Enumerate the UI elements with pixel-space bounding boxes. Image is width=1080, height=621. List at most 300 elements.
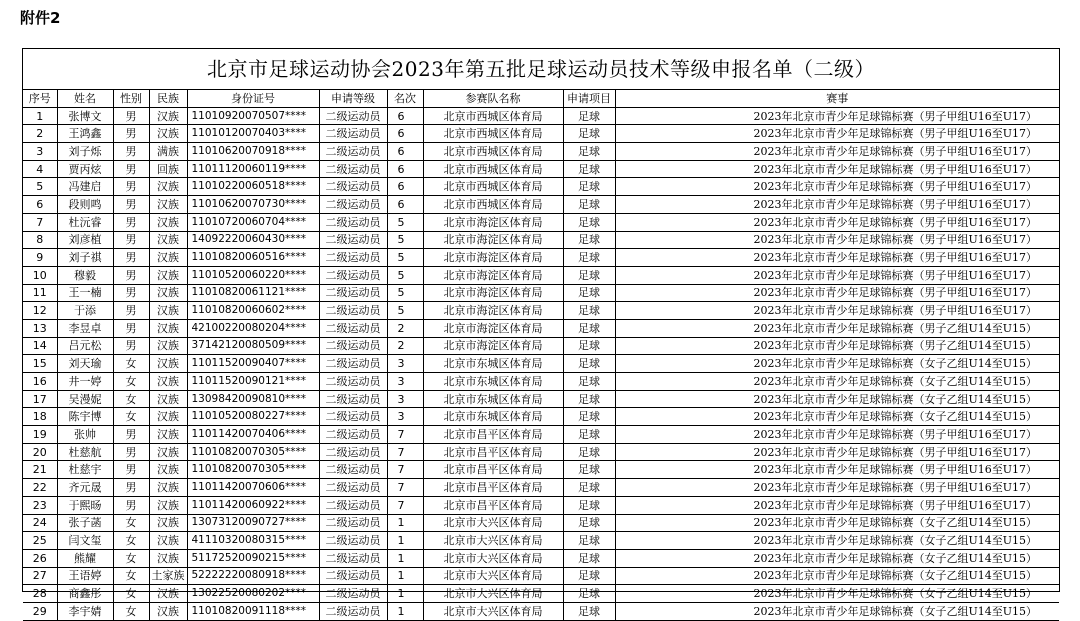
cell-name: 闫文玺 [57,532,113,550]
cell-id-number: 11010820060516**** [187,249,319,267]
cell-team: 北京市昌平区体育局 [423,479,563,497]
cell-team: 北京市昌平区体育局 [423,496,563,514]
cell-event: 2023年北京市青少年足球锦标赛（男子甲组U16至U17） [615,461,1059,479]
cell-name: 于熙旸 [57,496,113,514]
table-row [23,266,1059,284]
cell-team: 北京市东城区体育局 [423,408,563,426]
cell-team: 北京市海淀区体育局 [423,337,563,355]
header-cell: 申请等级 [319,90,387,107]
cell-id-number: 11010820091118**** [187,602,319,620]
cell-level: 二级运动员 [319,319,387,337]
header-cell: 名次 [387,90,423,107]
cell-id-number: 11010620070730**** [187,196,319,214]
cell-name: 杜沅睿 [57,213,113,231]
cell-sport: 足球 [563,373,615,391]
cell-index: 2 [23,125,57,143]
cell-sport: 足球 [563,213,615,231]
cell-rank: 5 [387,302,423,320]
table-row [23,284,1059,302]
table-row [23,178,1059,196]
cell-level: 二级运动员 [319,585,387,603]
table-row [23,585,1059,603]
cell-ethnicity: 汉族 [149,178,187,196]
cell-level: 二级运动员 [319,355,387,373]
cell-index: 23 [23,496,57,514]
cell-gender: 女 [113,514,149,532]
cell-name: 穆毅 [57,266,113,284]
cell-ethnicity: 汉族 [149,231,187,249]
cell-index: 17 [23,390,57,408]
cell-team: 北京市西城区体育局 [423,107,563,125]
cell-id-number: 13098420090810**** [187,390,319,408]
cell-level: 二级运动员 [319,461,387,479]
cell-name: 张子菡 [57,514,113,532]
cell-ethnicity: 汉族 [149,266,187,284]
cell-ethnicity: 汉族 [149,479,187,497]
cell-rank: 6 [387,196,423,214]
roster-sheet [22,48,1060,618]
cell-event: 2023年北京市青少年足球锦标赛（女子乙组U14至U15） [615,532,1059,550]
cell-gender: 女 [113,549,149,567]
header-cell: 申请项目 [563,90,615,107]
attachment-label: 附件2 [20,9,61,27]
cell-event: 2023年北京市青少年足球锦标赛（女子乙组U14至U15） [615,585,1059,603]
cell-team: 北京市海淀区体育局 [423,249,563,267]
cell-rank: 5 [387,284,423,302]
cell-team: 北京市大兴区体育局 [423,514,563,532]
cell-index: 26 [23,549,57,567]
cell-id-number: 13073120090727**** [187,514,319,532]
cell-name: 王一楠 [57,284,113,302]
header-cell: 姓名 [57,90,113,107]
cell-name: 刘子烁 [57,143,113,161]
cell-event: 2023年北京市青少年足球锦标赛（男子甲组U16至U17） [615,231,1059,249]
cell-rank: 1 [387,567,423,585]
cell-id-number: 11011420060922**** [187,496,319,514]
cell-gender: 男 [113,479,149,497]
cell-level: 二级运动员 [319,302,387,320]
cell-team: 北京市大兴区体育局 [423,532,563,550]
cell-index: 12 [23,302,57,320]
cell-team: 北京市西城区体育局 [423,196,563,214]
header-cell: 参赛队名称 [423,90,563,107]
cell-sport: 足球 [563,266,615,284]
table-row [23,426,1059,444]
cell-rank: 7 [387,479,423,497]
cell-index: 10 [23,266,57,284]
cell-index: 25 [23,532,57,550]
cell-team: 北京市海淀区体育局 [423,213,563,231]
cell-name: 刘彦植 [57,231,113,249]
cell-sport: 足球 [563,532,615,550]
cell-id-number: 11010520060220**** [187,266,319,284]
cell-sport: 足球 [563,107,615,125]
cell-event: 2023年北京市青少年足球锦标赛（女子乙组U14至U15） [615,549,1059,567]
cell-ethnicity: 汉族 [149,373,187,391]
cell-id-number: 11010120070403**** [187,125,319,143]
cell-event: 2023年北京市青少年足球锦标赛（男子乙组U14至U15） [615,337,1059,355]
cell-index: 14 [23,337,57,355]
cell-ethnicity: 汉族 [149,426,187,444]
cell-id-number: 41110320080315**** [187,532,319,550]
cell-index: 22 [23,479,57,497]
cell-name: 张博文 [57,107,113,125]
cell-ethnicity: 汉族 [149,461,187,479]
cell-rank: 3 [387,408,423,426]
table-row [23,514,1059,532]
cell-level: 二级运动员 [319,143,387,161]
cell-name: 商鑫彤 [57,585,113,603]
cell-level: 二级运动员 [319,107,387,125]
cell-ethnicity: 汉族 [149,125,187,143]
cell-sport: 足球 [563,249,615,267]
cell-id-number: 11010820070305**** [187,461,319,479]
cell-ethnicity: 汉族 [149,585,187,603]
cell-team: 北京市东城区体育局 [423,373,563,391]
cell-rank: 1 [387,532,423,550]
cell-event: 2023年北京市青少年足球锦标赛（男子甲组U16至U17） [615,143,1059,161]
cell-sport: 足球 [563,549,615,567]
table-row [23,337,1059,355]
cell-gender: 男 [113,496,149,514]
cell-name: 齐元晟 [57,479,113,497]
cell-gender: 男 [113,160,149,178]
cell-event: 2023年北京市青少年足球锦标赛（男子甲组U16至U17） [615,196,1059,214]
cell-team: 北京市大兴区体育局 [423,567,563,585]
cell-team: 北京市昌平区体育局 [423,426,563,444]
cell-sport: 足球 [563,337,615,355]
cell-rank: 2 [387,319,423,337]
header-cell: 性别 [113,90,149,107]
header-cell: 民族 [149,90,187,107]
table-row [23,549,1059,567]
cell-gender: 男 [113,443,149,461]
cell-id-number: 14092220060430**** [187,231,319,249]
cell-gender: 男 [113,178,149,196]
cell-rank: 6 [387,125,423,143]
cell-index: 28 [23,585,57,603]
cell-rank: 3 [387,390,423,408]
table-row [23,443,1059,461]
cell-gender: 男 [113,107,149,125]
cell-index: 6 [23,196,57,214]
cell-event: 2023年北京市青少年足球锦标赛（女子乙组U14至U15） [615,408,1059,426]
table-row [23,532,1059,550]
cell-team: 北京市大兴区体育局 [423,549,563,567]
cell-level: 二级运动员 [319,602,387,620]
cell-ethnicity: 汉族 [149,337,187,355]
cell-team: 北京市大兴区体育局 [423,585,563,603]
cell-gender: 女 [113,567,149,585]
cell-event: 2023年北京市青少年足球锦标赛（女子乙组U14至U15） [615,355,1059,373]
cell-ethnicity: 汉族 [149,107,187,125]
cell-gender: 男 [113,125,149,143]
table-row [23,461,1059,479]
cell-ethnicity: 汉族 [149,196,187,214]
cell-ethnicity: 汉族 [149,443,187,461]
cell-index: 7 [23,213,57,231]
document-title: 北京市足球运动协会2023年第五批足球运动员技术等级申报名单（二级） [23,49,1059,90]
table-row [23,107,1059,125]
cell-name: 李宇婧 [57,602,113,620]
cell-level: 二级运动员 [319,284,387,302]
table-row [23,602,1059,620]
table-row [23,231,1059,249]
cell-level: 二级运动员 [319,196,387,214]
cell-event: 2023年北京市青少年足球锦标赛（男子乙组U14至U15） [615,319,1059,337]
cell-id-number: 11011420070606**** [187,479,319,497]
cell-sport: 足球 [563,284,615,302]
cell-ethnicity: 满族 [149,143,187,161]
cell-name: 刘子祺 [57,249,113,267]
cell-ethnicity: 回族 [149,160,187,178]
cell-rank: 6 [387,178,423,196]
cell-id-number: 42100220080204**** [187,319,319,337]
table-row [23,213,1059,231]
cell-event: 2023年北京市青少年足球锦标赛（男子甲组U16至U17） [615,213,1059,231]
cell-team: 北京市昌平区体育局 [423,443,563,461]
cell-ethnicity: 汉族 [149,390,187,408]
cell-index: 29 [23,602,57,620]
cell-gender: 女 [113,373,149,391]
cell-rank: 6 [387,143,423,161]
cell-gender: 女 [113,408,149,426]
cell-sport: 足球 [563,178,615,196]
cell-event: 2023年北京市青少年足球锦标赛（男子甲组U16至U17） [615,178,1059,196]
table-row [23,373,1059,391]
header-cell: 身份证号 [187,90,319,107]
cell-name: 刘天瑜 [57,355,113,373]
cell-level: 二级运动员 [319,549,387,567]
cell-id-number: 11010820070305**** [187,443,319,461]
cell-id-number: 11011520090407**** [187,355,319,373]
cell-rank: 5 [387,231,423,249]
cell-id-number: 52222220080918**** [187,567,319,585]
cell-rank: 7 [387,461,423,479]
cell-ethnicity: 汉族 [149,496,187,514]
cell-name: 陈宇博 [57,408,113,426]
cell-id-number: 11010820060602**** [187,302,319,320]
cell-gender: 男 [113,337,149,355]
cell-team: 北京市海淀区体育局 [423,266,563,284]
cell-level: 二级运动员 [319,125,387,143]
cell-id-number: 11011420070406**** [187,426,319,444]
cell-level: 二级运动员 [319,532,387,550]
cell-ethnicity: 汉族 [149,319,187,337]
cell-id-number: 11010720060704**** [187,213,319,231]
cell-team: 北京市西城区体育局 [423,143,563,161]
cell-index: 15 [23,355,57,373]
cell-level: 二级运动员 [319,266,387,284]
cell-name: 吴漫妮 [57,390,113,408]
cell-event: 2023年北京市青少年足球锦标赛（男子甲组U16至U17） [615,125,1059,143]
cell-team: 北京市大兴区体育局 [423,602,563,620]
cell-rank: 7 [387,443,423,461]
cell-team: 北京市东城区体育局 [423,355,563,373]
cell-ethnicity: 汉族 [149,355,187,373]
cell-gender: 男 [113,284,149,302]
table-row [23,496,1059,514]
cell-event: 2023年北京市青少年足球锦标赛（女子乙组U14至U15） [615,390,1059,408]
cell-index: 16 [23,373,57,391]
cell-sport: 足球 [563,408,615,426]
cell-ethnicity: 汉族 [149,532,187,550]
cell-level: 二级运动员 [319,231,387,249]
cell-ethnicity: 汉族 [149,284,187,302]
cell-index: 5 [23,178,57,196]
cell-name: 段则鸣 [57,196,113,214]
cell-event: 2023年北京市青少年足球锦标赛（男子甲组U16至U17） [615,160,1059,178]
cell-id-number: 13022520080202**** [187,585,319,603]
cell-team: 北京市东城区体育局 [423,390,563,408]
cell-gender: 男 [113,231,149,249]
cell-event: 2023年北京市青少年足球锦标赛（男子甲组U16至U17） [615,426,1059,444]
cell-id-number: 37142120080509**** [187,337,319,355]
cell-level: 二级运动员 [319,496,387,514]
cell-gender: 男 [113,266,149,284]
cell-sport: 足球 [563,196,615,214]
cell-index: 27 [23,567,57,585]
cell-sport: 足球 [563,355,615,373]
cell-sport: 足球 [563,302,615,320]
table-row [23,567,1059,585]
cell-event: 2023年北京市青少年足球锦标赛（男子甲组U16至U17） [615,284,1059,302]
cell-rank: 1 [387,585,423,603]
cell-index: 18 [23,408,57,426]
cell-level: 二级运动员 [319,567,387,585]
cell-rank: 7 [387,426,423,444]
cell-gender: 女 [113,355,149,373]
cell-gender: 女 [113,390,149,408]
cell-name: 杜慈宇 [57,461,113,479]
table-row [23,143,1059,161]
cell-team: 北京市西城区体育局 [423,160,563,178]
cell-ethnicity: 汉族 [149,213,187,231]
cell-event: 2023年北京市青少年足球锦标赛（女子乙组U14至U15） [615,514,1059,532]
cell-level: 二级运动员 [319,178,387,196]
cell-gender: 男 [113,461,149,479]
cell-event: 2023年北京市青少年足球锦标赛（女子乙组U14至U15） [615,373,1059,391]
cell-event: 2023年北京市青少年足球锦标赛（男子甲组U16至U17） [615,249,1059,267]
cell-level: 二级运动员 [319,213,387,231]
cell-level: 二级运动员 [319,514,387,532]
cell-gender: 男 [113,302,149,320]
cell-name: 李昱卓 [57,319,113,337]
cell-gender: 女 [113,532,149,550]
cell-index: 21 [23,461,57,479]
cell-index: 1 [23,107,57,125]
cell-id-number: 11010620070918**** [187,143,319,161]
cell-name: 于添 [57,302,113,320]
cell-id-number: 51172520090215**** [187,549,319,567]
cell-ethnicity: 土家族 [149,567,187,585]
cell-gender: 男 [113,319,149,337]
cell-sport: 足球 [563,231,615,249]
cell-team: 北京市西城区体育局 [423,178,563,196]
cell-gender: 女 [113,602,149,620]
cell-rank: 3 [387,373,423,391]
cell-rank: 7 [387,496,423,514]
cell-sport: 足球 [563,514,615,532]
cell-id-number: 11011120060119**** [187,160,319,178]
table-row [23,302,1059,320]
cell-level: 二级运动员 [319,479,387,497]
table-row [23,479,1059,497]
cell-rank: 3 [387,355,423,373]
roster-table [23,90,1059,621]
cell-sport: 足球 [563,602,615,620]
cell-sport: 足球 [563,496,615,514]
cell-ethnicity: 汉族 [149,514,187,532]
cell-gender: 男 [113,143,149,161]
table-row [23,160,1059,178]
cell-team: 北京市海淀区体育局 [423,231,563,249]
cell-gender: 女 [113,585,149,603]
cell-level: 二级运动员 [319,390,387,408]
cell-gender: 男 [113,196,149,214]
cell-index: 19 [23,426,57,444]
cell-sport: 足球 [563,443,615,461]
cell-team: 北京市昌平区体育局 [423,461,563,479]
cell-sport: 足球 [563,160,615,178]
cell-event: 2023年北京市青少年足球锦标赛（男子甲组U16至U17） [615,479,1059,497]
cell-team: 北京市海淀区体育局 [423,319,563,337]
cell-level: 二级运动员 [319,426,387,444]
cell-ethnicity: 汉族 [149,249,187,267]
cell-index: 20 [23,443,57,461]
cell-sport: 足球 [563,426,615,444]
table-row [23,355,1059,373]
cell-team: 北京市西城区体育局 [423,125,563,143]
cell-sport: 足球 [563,143,615,161]
cell-gender: 男 [113,249,149,267]
cell-id-number: 11010820061121**** [187,284,319,302]
cell-rank: 2 [387,337,423,355]
cell-event: 2023年北京市青少年足球锦标赛（男子甲组U16至U17） [615,266,1059,284]
cell-level: 二级运动员 [319,443,387,461]
cell-name: 王鸿鑫 [57,125,113,143]
cell-index: 24 [23,514,57,532]
table-row [23,196,1059,214]
cell-event: 2023年北京市青少年足球锦标赛（男子甲组U16至U17） [615,496,1059,514]
table-row [23,249,1059,267]
cell-index: 3 [23,143,57,161]
table-row [23,125,1059,143]
cell-event: 2023年北京市青少年足球锦标赛（女子乙组U14至U15） [615,567,1059,585]
cell-sport: 足球 [563,125,615,143]
cell-sport: 足球 [563,390,615,408]
cell-team: 北京市海淀区体育局 [423,284,563,302]
cell-gender: 男 [113,213,149,231]
cell-level: 二级运动员 [319,249,387,267]
cell-index: 8 [23,231,57,249]
cell-id-number: 11010520080227**** [187,408,319,426]
cell-name: 贾丙炫 [57,160,113,178]
cell-level: 二级运动员 [319,337,387,355]
header-cell: 赛事 [615,90,1059,107]
cell-rank: 6 [387,107,423,125]
cell-ethnicity: 汉族 [149,408,187,426]
cell-event: 2023年北京市青少年足球锦标赛（男子甲组U16至U17） [615,107,1059,125]
cell-ethnicity: 汉族 [149,602,187,620]
cell-event: 2023年北京市青少年足球锦标赛（女子乙组U14至U15） [615,602,1059,620]
cell-rank: 5 [387,249,423,267]
cell-name: 王语婷 [57,567,113,585]
cell-index: 9 [23,249,57,267]
cell-sport: 足球 [563,567,615,585]
cell-rank: 1 [387,549,423,567]
cell-ethnicity: 汉族 [149,302,187,320]
